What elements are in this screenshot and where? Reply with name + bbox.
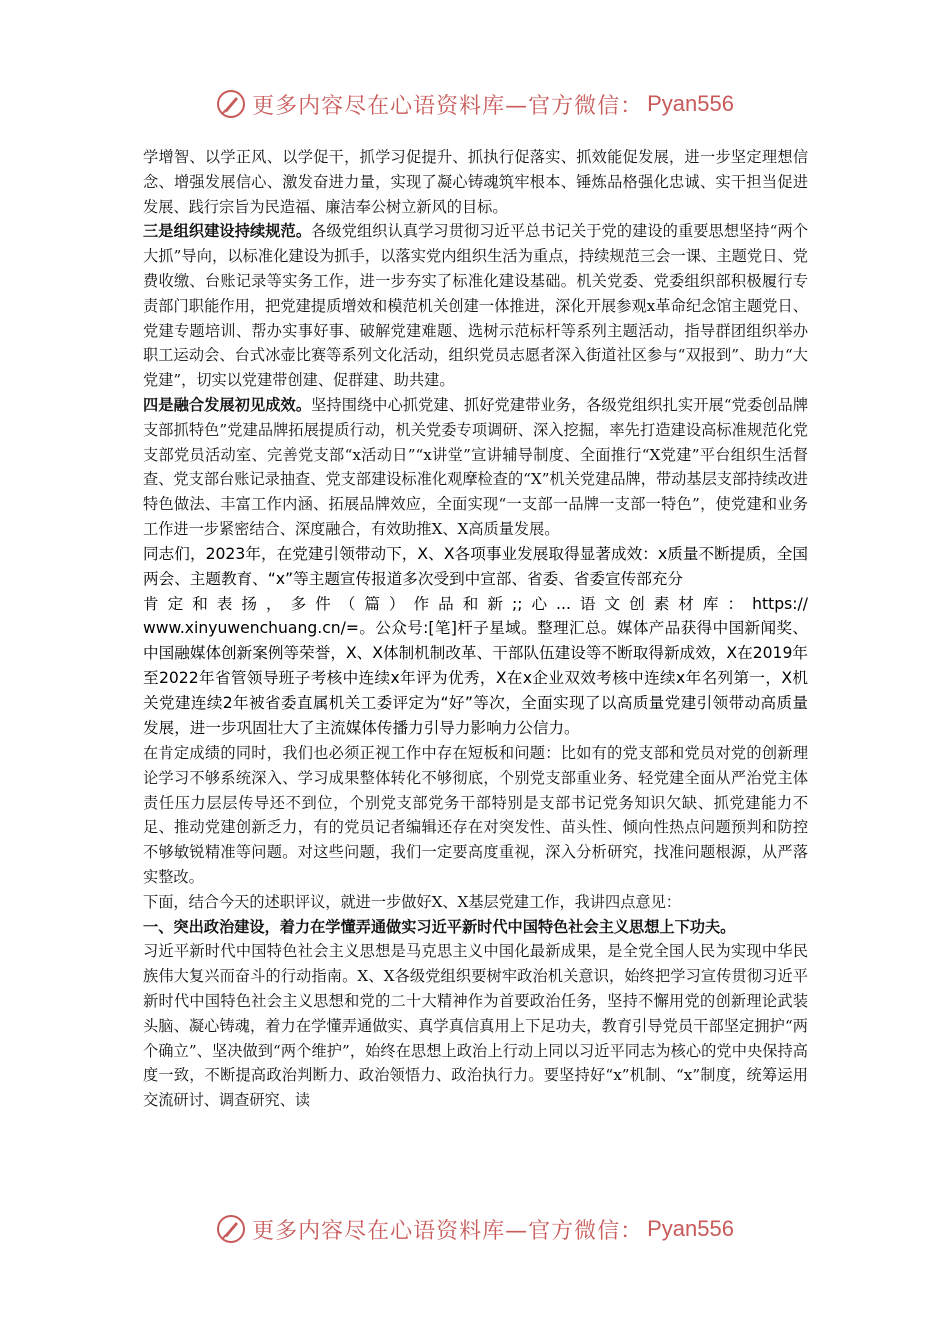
paragraph-integration [143, 393, 808, 542]
quill-logo-icon [216, 89, 246, 119]
paragraph-organization-heading: 三是组织建设持续规范。 [143, 222, 312, 241]
paragraph-study: 学增智、以学正风、以学促干，抓学习促提升、抓执行促落实、抓效能促发展，进一步坚定理想信念、增强发展信心、激发奋进力量，实现了凝心铸魂筑牢根本、锤炼品格强化忠诚、实干担当促进发展、践行宗旨为民造福、廉洁奉公树立新风的目标。 [143, 148, 808, 216]
paragraph-intro-opinions: 下面，结合今天的述职评议，就进一步做好X、X基层党建工作，我讲四点意见： [143, 892, 681, 911]
paragraph-integration-heading: 四是融合发展初见成效。 [143, 395, 312, 414]
banner-wechat-id: Pyan556 [647, 1216, 734, 1241]
header-banner [0, 82, 950, 126]
section-heading-political: 一、突出政治建设，着力在学懂弄通做实习近平新时代中国特色社会主义思想上下功夫。 [143, 917, 736, 936]
paragraph-organization-body: 各级党组织认真学习贯彻习近平总书记关于党的建设的重要思想坚持“两个大抓”导向，以标准化建设为抓手，以落实党内组织生活为重点，持续规范三会一课、主题党日、党费收缴、台账记录等实务工作，进一步夯实了标准化建设基础。机关党委、党委组织部积极履行专责部门职能作用，把党建提质增效和模范机关创建一体推进，深化开展参观x革命纪念馆主题党日、党建专题培训、帮办实事好事、破解党建难题、选树示范标杆等系列主题活动，指导群团组织举办职工运动会、台式冰壶比赛等系列文化活动，组织党员志愿者深入街道社区参与“双报到”、助力“大党建”，切实以党建带创建、促群建、助共建。 [143, 222, 809, 390]
paragraph-integration-body: 坚持围绕中心抓党建、抓好党建带业务，各级党组织扎实开展“党委创品牌支部抓特色”党建品牌拓展提质行动，机关党委专项调研、深入挖掘，率先打造建设高标准规范化党支部党员活动室、完善党支部“x活动日”“x讲堂”宣讲辅导制度、全面推行“X党建”平台组织生活督查、党支部台账记录抽查、党支部建设标准化观摩检查的“X”机关党建品牌，带动基层支部持续改进特色做法、丰富工作内涵、拓展品牌效应，全面实现“一支部一品牌一支部一特色”，使党建和业务工作进一步紧密结合、深度融合，有效助推X、X高质量发展。 [143, 395, 809, 538]
document-body [143, 145, 808, 1113]
paragraph-problems: 在肯定成绩的同时，我们也必须正视工作中存在短板和问题：比如有的党支部和党员对党的创新理论学习不够系统深入、学习成果整体转化不够彻底，个别党支部重业务、轻党建全面从严治党主体责任压力层层传导还不到位，个别党支部党务干部特别是支部书记党务知识欠缺、抓党建能力不足、推动党建创新乏力，有的党员记者编辑还存在对突发性、苗头性、倾向性热点问题预判和防控不够敏锐精准等问题。对这些问题，我们一定要高度重视，深入分析研究，找准问题根源，从严落实整改。 [143, 744, 808, 886]
banner-text: 更多内容尽在心语资料库—官方微信： [252, 93, 644, 119]
paragraph-achievements-2: 肯定和表扬，多件（篇）作品和新;;心...语文创素材库：https:// [143, 594, 808, 613]
paragraph-achievements-3: www.xinyuwenchuang.cn/=。公众号:[笔]杆子星域。整理汇总。媒体产品获得中国新闻奖、中国融媒体创新案例等荣誉，X、X体制机制改革、干部队伍建设等不断取得新成效，X在2019年至2022年省管领导班子考核中连续x年评为优秀，X在x企业双效考核中连续x年名列第一，X机关党建连续2年被省委直属机关工委评定为“好”等次，全面实现了以高质量党建引领带动高质量发展，进一步巩固壮大了主流媒体传播力引导力影响力公信力。 [143, 619, 808, 738]
banner-text: 更多内容尽在心语资料库—官方微信： [252, 1218, 644, 1244]
paragraph-achievements-1: 同志们，2023年，在党建引领带动下，X、X各项事业发展取得显著成效：x质量不断提质，全国两会、主题教育、“x”等主题宣传报道多次受到中宣部、省委、省委宣传部充分 [143, 544, 808, 588]
footer-banner [0, 1207, 950, 1251]
quill-logo-icon [216, 1214, 246, 1244]
banner-wechat-id: Pyan556 [647, 91, 734, 116]
paragraph-organization [143, 219, 808, 393]
paragraph-political: 习近平新时代中国特色社会主义思想是马克思主义中国化最新成果，是全党全国人民为实现中华民族伟大复兴而奋斗的行动指南。X、X各级党组织要树牢政治机关意识，始终把学习宣传贯彻习近平新时代中国特色社会主义思想和党的二十大精神作为首要政治任务，坚持不懈用党的创新理论武装头脑、凝心铸魂，着力在学懂弄通做实、真学真信真用上下足功夫，教育引导党员干部坚定拥护“两个确立”、坚决做到“两个维护”，始终在思想上政治上行动上同以习近平同志为核心的党中央保持高度一致，不断提高政治判断力、政治领悟力、政治执行力。要坚持好“x”机制、“x”制度，统筹运用交流研讨、调查研究、读 [143, 942, 808, 1110]
